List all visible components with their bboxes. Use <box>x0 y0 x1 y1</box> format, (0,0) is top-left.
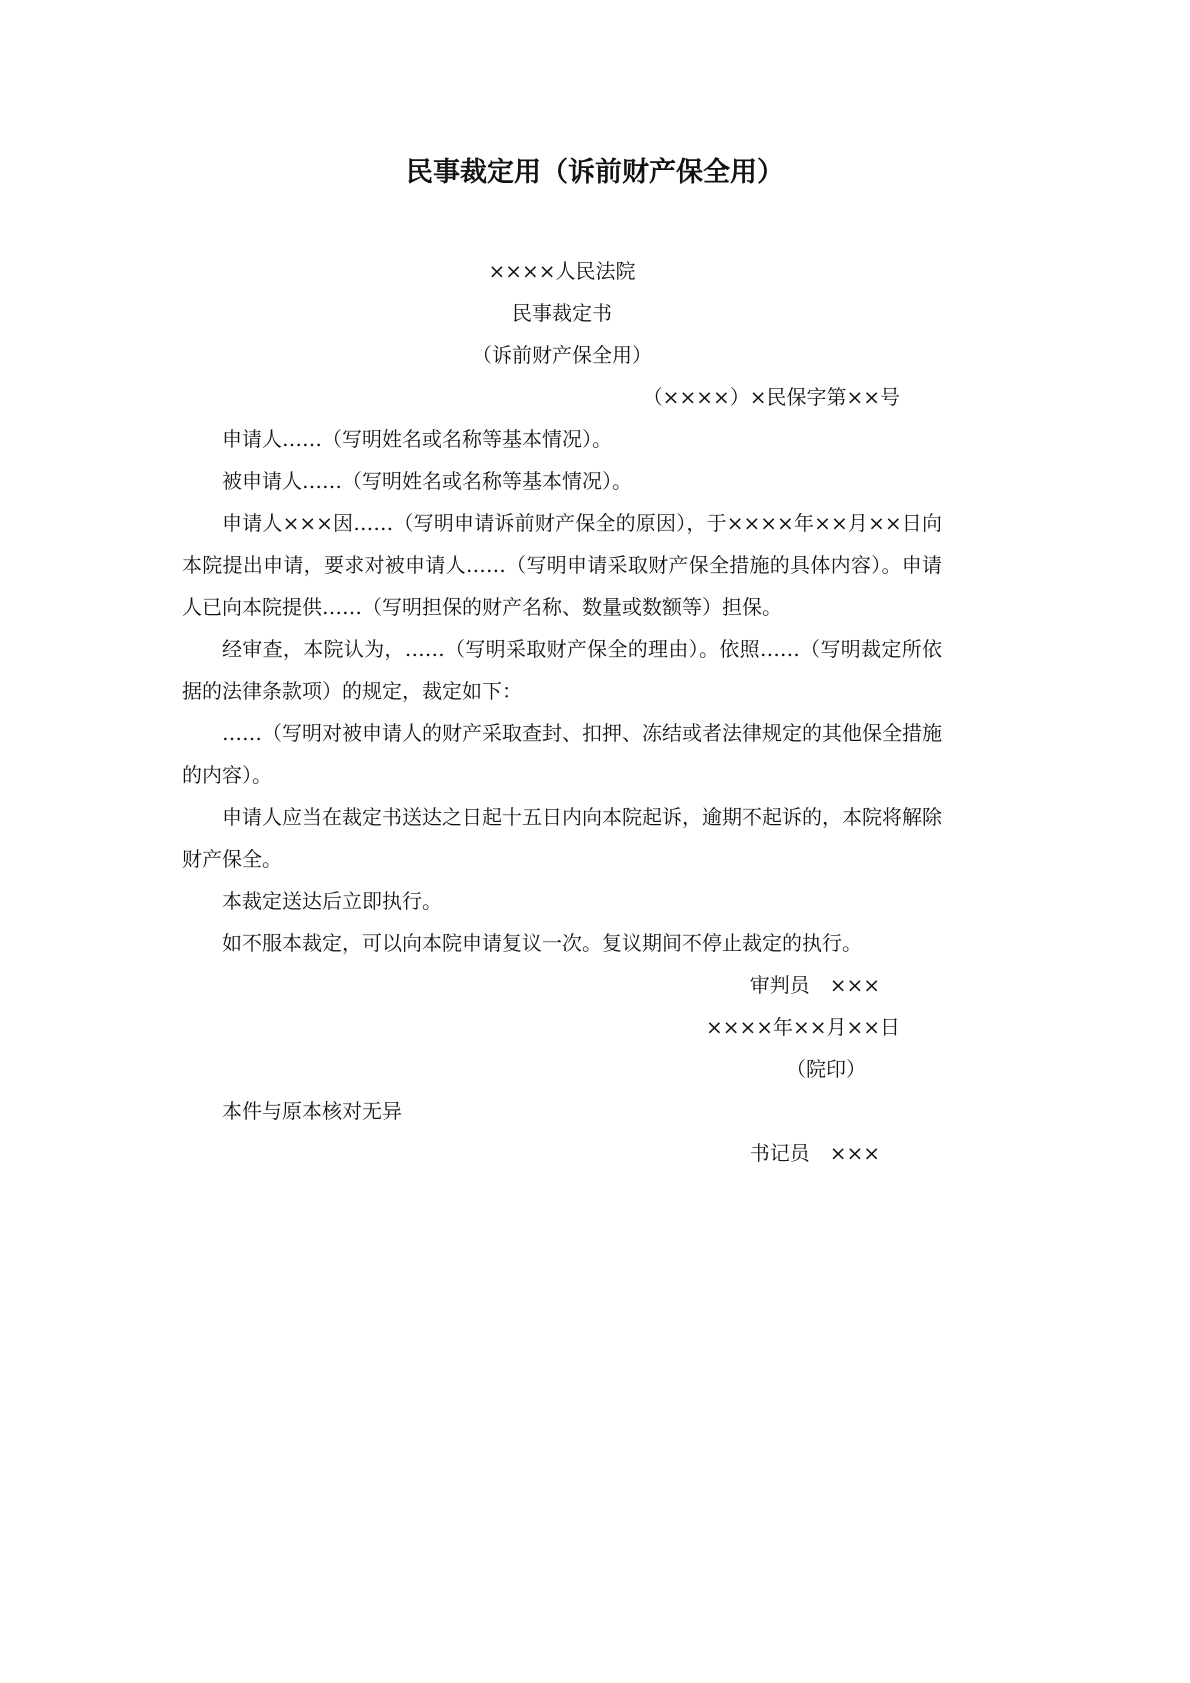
paragraph-ruling: ……（写明对被申请人的财产采取查封、扣押、冻结或者法律规定的其他保全措施的内容）。 <box>182 721 942 787</box>
case-number: （××××）×民保字第××号 <box>642 385 900 409</box>
paragraph-applicant: 申请人……（写明姓名或名称等基本情况）。 <box>222 427 612 451</box>
document-type: 民事裁定书 <box>512 301 612 325</box>
verification-note: 本件与原本核对无异 <box>222 1099 402 1123</box>
document-title: 民事裁定用（诉前财产保全用） <box>406 157 784 188</box>
paragraph-deadline: 申请人应当在裁定书送达之日起十五日内向本院起诉，逾期不起诉的，本院将解除财产保全。 <box>182 805 942 871</box>
clerk-signature: 书记员 ××× <box>749 1141 880 1165</box>
paragraph-application: 申请人×××因……（写明申请诉前财产保全的原因），于××××年××月××日向本院提出申请，要求对被申请人……（写明申请采取财产保全措施的具体内容）。申请人已向本院提供……（写明担保的财产名称、数量或数额等）担保。 <box>182 511 942 619</box>
paragraph-execution: 本裁定送达后立即执行。 <box>222 889 442 913</box>
paragraph-respondent: 被申请人……（写明姓名或名称等基本情况）。 <box>222 469 632 493</box>
document-subtype: （诉前财产保全用） <box>472 343 652 367</box>
judge-signature: 审判员 ××× <box>749 973 880 997</box>
paragraph-review: 经审查，本院认为，……（写明采取财产保全的理由）。依照……（写明裁定所依据的法律条款项）的规定，裁定如下： <box>182 637 942 703</box>
ruling-date: ××××年××月××日 <box>705 1015 900 1039</box>
document-body <box>182 250 942 1174</box>
paragraph-reconsideration: 如不服本裁定，可以向本院申请复议一次。复议期间不停止裁定的执行。 <box>222 931 862 955</box>
court-seal: （院印） <box>786 1057 866 1081</box>
court-name: ××××人民法院 <box>488 259 636 283</box>
